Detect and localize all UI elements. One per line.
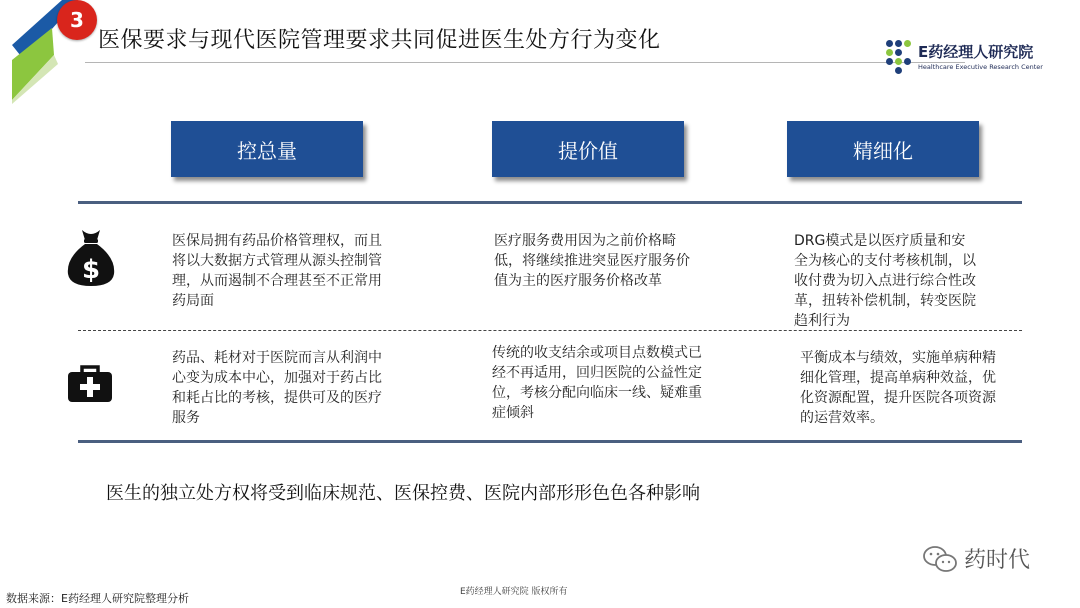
wechat-watermark xyxy=(922,543,1030,574)
copyright-note: E药经理人研究院 版权所有 xyxy=(460,587,568,597)
medical-kit-icon xyxy=(66,364,114,408)
cell-row2-control-total: 药品、耗材对于医院而言从利润中心变为成本中心，加强对于药占比和耗占比的考核，提供可及的医疗服务 xyxy=(172,350,382,426)
cell-row2-raise-value: 传统的收支结余或项目点数模式已经不再适用，回归医院的公益性定位，考核分配向临床一线、疑难重症倾斜 xyxy=(492,345,702,421)
table-top-rule xyxy=(78,201,1022,204)
logo-name: E药经理人研究院 xyxy=(918,43,1034,61)
cell-row1-control-total: 医保局拥有药品价格管理权，而且将以大数据方式管理从源头控制管理，从而遏制不合理甚至不正常用药局面 xyxy=(172,233,382,309)
wechat-icon xyxy=(922,545,958,573)
svg-text:$: $ xyxy=(81,255,101,285)
cell-row1-raise-value: 医疗服务费用因为之前价格畸低，将继续推进突显医疗服务价值为主的医疗服务价格改革 xyxy=(494,233,690,289)
column-heading-raise-value: 提价值 xyxy=(492,121,684,177)
money-bag-icon xyxy=(64,226,118,292)
data-source-note: 数据来源：E药经理人研究院整理分析 xyxy=(6,592,189,605)
column-heading-control-total: 控总量 xyxy=(171,121,363,177)
section-number-badge: 3 xyxy=(57,0,97,40)
summary-statement: 医生的独立处方权将受到临床规范、医保控费、医院内部形形色色各种影响 xyxy=(106,483,700,504)
page-title: 医保要求与现代医院管理要求共同促进医生处方行为变化 xyxy=(98,28,661,53)
cell-row2-refinement: 平衡成本与绩效，实施单病种精细化管理，提高单病种效益，优化资源配置，提升医院各项资源的运营效率。 xyxy=(800,350,996,426)
organization-logo xyxy=(884,38,1043,74)
logo-subtitle: Healthcare Executive Research Center xyxy=(918,63,1043,71)
watermark-text: 药时代 xyxy=(964,548,1031,573)
cell-row1-refinement: DRG模式是以医疗质量和安全为核心的支付考核机制，以收付费为切入点进行综合性改革，扭转补偿机制，转变医院趋利行为 xyxy=(794,233,976,329)
table-bottom-rule xyxy=(78,440,1022,443)
title-divider xyxy=(85,62,965,63)
column-heading-refinement: 精细化 xyxy=(787,121,979,177)
logo-dots-icon xyxy=(884,38,912,74)
